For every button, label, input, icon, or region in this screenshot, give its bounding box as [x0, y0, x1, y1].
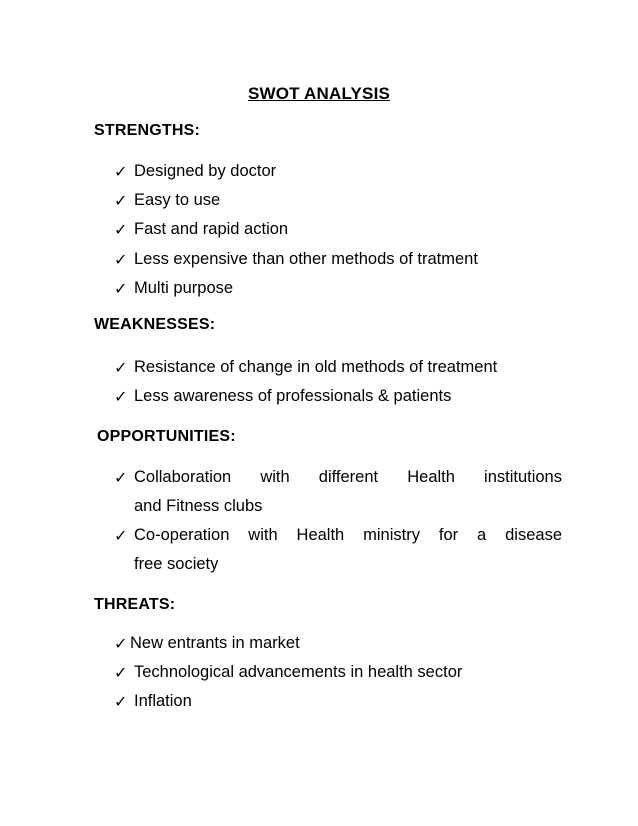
checkmark-icon: ✓ [114, 279, 128, 298]
opportunity-text-continued: free society [134, 555, 219, 573]
strength-item [114, 157, 562, 186]
strength-item [114, 245, 562, 274]
checkmark-icon: ✓ [114, 468, 128, 487]
weakness-text: Resistance of change in old methods of treatment [134, 358, 498, 376]
checkmark-icon: ✓ [114, 387, 128, 406]
strength-item [114, 274, 562, 303]
strength-item [114, 215, 562, 244]
strength-text: Less expensive than other methods of tratment [134, 250, 478, 268]
strength-text: Multi purpose [134, 279, 234, 297]
threat-text: Inflation [134, 692, 192, 710]
opportunity-text: Collaboration with different Health institutions [134, 468, 562, 486]
checkmark-icon: ✓ [114, 526, 128, 545]
threat-item [114, 629, 562, 658]
page-title: SWOT ANALYSIS [247, 84, 391, 103]
opportunities-heading: OPPORTUNITIES: [97, 428, 236, 445]
strength-text: Easy to use [134, 191, 221, 209]
strength-item [114, 186, 562, 215]
threat-text: New entrants in market [130, 634, 300, 652]
strength-text: Fast and rapid action [134, 220, 289, 238]
opportunity-item [114, 463, 562, 492]
checkmark-icon: ✓ [114, 162, 128, 181]
opportunity-text-continued: and Fitness clubs [134, 497, 263, 515]
threat-item [114, 658, 562, 687]
weakness-item [114, 353, 562, 382]
threat-item [114, 687, 562, 716]
strengths-heading: STRENGTHS: [94, 122, 200, 139]
threat-text: Technological advancements in health sector [134, 663, 463, 681]
checkmark-icon: ✓ [114, 250, 128, 269]
strength-text: Designed by doctor [134, 162, 277, 180]
weaknesses-heading: WEAKNESSES: [94, 316, 216, 333]
threats-heading: THREATS: [94, 596, 176, 613]
checkmark-icon: ✓ [114, 663, 128, 682]
checkmark-icon: ✓ [114, 220, 128, 239]
checkmark-icon: ✓ [114, 692, 128, 711]
opportunity-item [114, 521, 562, 550]
checkmark-icon: ✓ [114, 358, 128, 377]
checkmark-icon: ✓ [114, 191, 128, 210]
weakness-text: Less awareness of professionals & patients [134, 387, 452, 405]
opportunity-text: Co-operation with Health ministry for a disease [134, 526, 562, 544]
checkmark-icon: ✓ [114, 634, 128, 653]
weakness-item [114, 382, 562, 411]
